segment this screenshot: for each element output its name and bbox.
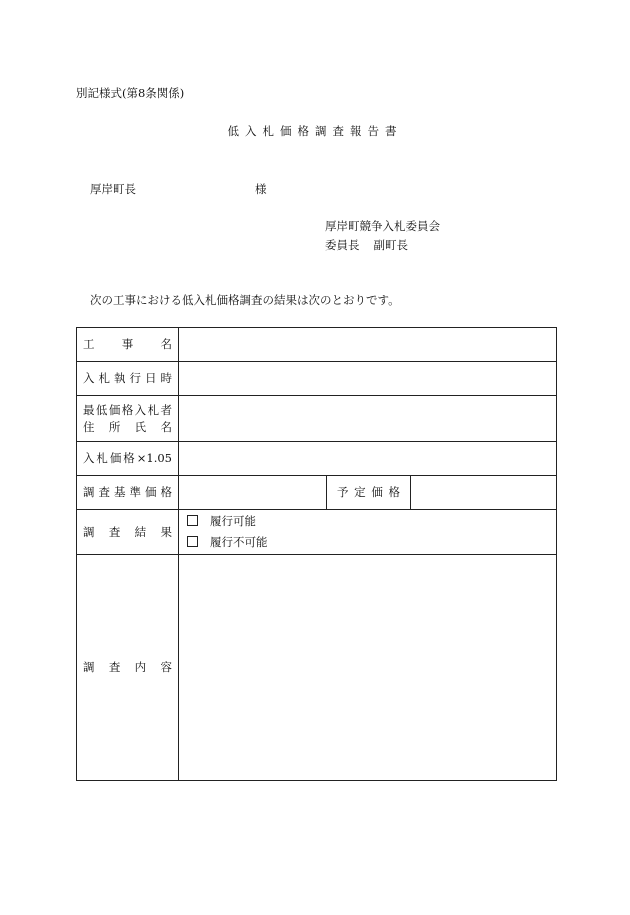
sender-position: 委員長: [325, 238, 360, 252]
lowest-bidder-label-line2: 住所氏名: [83, 419, 172, 434]
checkbox-icon[interactable]: [187, 536, 198, 547]
content-value[interactable]: [179, 555, 557, 781]
lowest-bidder-label-line1: 最低価格入札者: [83, 402, 172, 417]
bid-date-label: 入札執行日時: [77, 362, 179, 396]
base-price-label: 調査基準価格: [77, 476, 179, 510]
sender-person: 副町長: [373, 238, 408, 252]
sender-organization: 厚岸町競争入札委員会: [325, 219, 440, 233]
addressee-name: 厚岸町長: [90, 182, 136, 196]
bid-price-value[interactable]: [179, 442, 557, 476]
content-label: 調査内容: [77, 555, 179, 781]
base-price-value[interactable]: [179, 476, 327, 510]
document-title: 低入札価格調査報告書: [227, 124, 403, 138]
result-options: [179, 510, 557, 555]
intro-text: 次の工事における低入札価格調査の結果は次のとおりです。: [90, 293, 400, 307]
row-work-name: [77, 328, 557, 362]
result-label: 調査結果: [77, 510, 179, 555]
report-table: [76, 327, 557, 781]
bid-date-value[interactable]: [179, 362, 557, 396]
work-name-label: 工事名: [77, 328, 179, 362]
addressee-honorific: 様: [255, 182, 267, 196]
row-prices: [77, 476, 557, 510]
row-bid-date: [77, 362, 557, 396]
row-content: [77, 555, 557, 781]
row-result: [77, 510, 557, 555]
form-label: 別記様式(第8条関係): [76, 86, 185, 100]
checkbox-icon[interactable]: [187, 515, 198, 526]
planned-price-value[interactable]: [411, 476, 557, 510]
result-option-infeasible[interactable]: 履行不可能: [179, 532, 556, 553]
sender-signature: [325, 237, 408, 253]
lowest-bidder-label: [77, 396, 179, 442]
planned-price-label: 予定価格: [327, 476, 411, 510]
row-bid-price: [77, 442, 557, 476]
lowest-bidder-value[interactable]: [179, 396, 557, 442]
result-option-feasible[interactable]: 履行可能: [179, 511, 556, 532]
bid-price-label: 入札価格×1.05: [77, 442, 179, 476]
row-lowest-bidder: [77, 396, 557, 442]
work-name-value[interactable]: [179, 328, 557, 362]
